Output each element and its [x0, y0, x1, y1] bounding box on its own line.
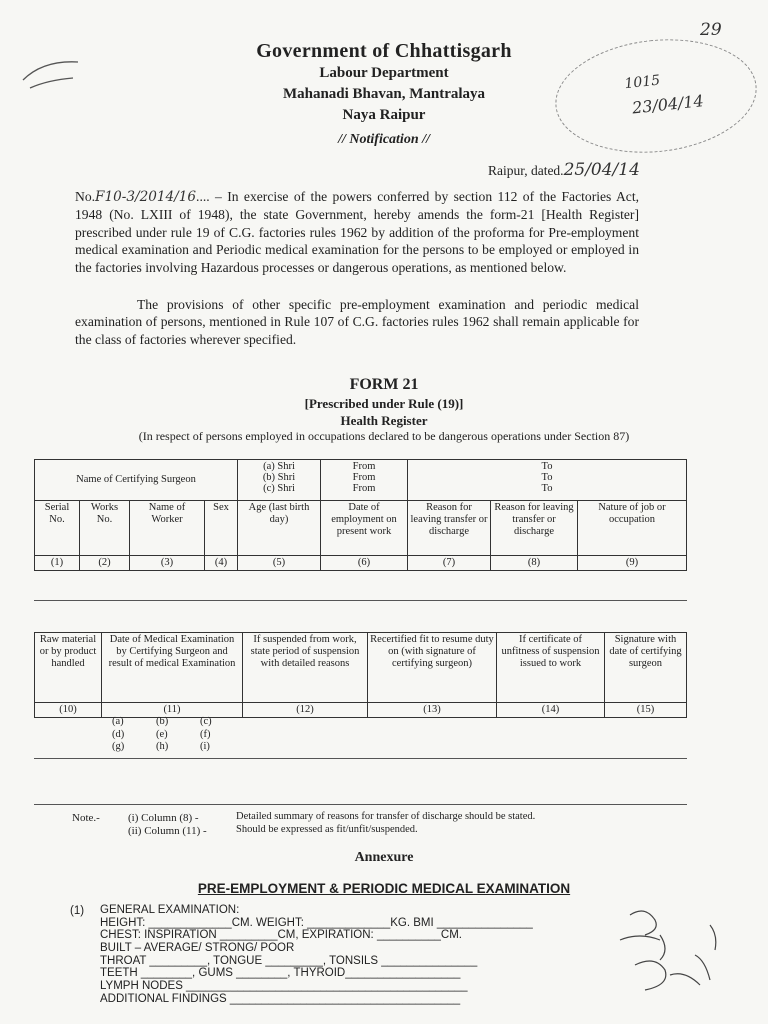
header-signature: Signature with date of certifying surgeon: [605, 633, 687, 703]
subitem-h: (h): [156, 741, 169, 752]
subitem-f: (f): [200, 728, 211, 740]
field-throat: THROAT _________, TONGUE _________, TONSILS _______________: [100, 955, 478, 967]
subitem-g: (g): [112, 741, 125, 752]
certifying-surgeon-cell: [35, 460, 238, 501]
note-1-text: Detailed summary of reasons for transfer of discharge should be stated.: [236, 811, 536, 822]
col-number: (5): [238, 556, 321, 571]
col-number: (2): [80, 556, 130, 571]
table-row: [35, 501, 687, 556]
header-serial: Serial No.: [35, 501, 80, 556]
health-register-table-2: [34, 632, 687, 718]
header-nature: Nature of job or occupation: [578, 501, 687, 556]
certifying-surgeon-label: Name of Certifying Surgeon: [76, 474, 196, 485]
shri-b: (b) Shri: [262, 472, 296, 483]
shri-cell: [238, 460, 321, 501]
field-additional: ADDITIONAL FINDINGS ____________________________________: [100, 993, 461, 1005]
col-number: (1): [35, 556, 80, 571]
table-row: [35, 633, 687, 703]
divider-line: [34, 758, 687, 759]
section-number: (1): [70, 905, 85, 917]
health-register-table-1: [34, 459, 687, 571]
col-number: (6): [321, 556, 408, 571]
dated-line: [488, 160, 640, 180]
col-number: (4): [205, 556, 238, 571]
header-suspended: If suspended from work, state period of suspension with detailed reasons: [243, 633, 368, 703]
divider-line: [34, 804, 687, 805]
table-row: [35, 556, 687, 571]
col-number: (11): [102, 703, 243, 718]
field-teeth: TEETH ________, GUMS ________, THYROID__________________: [100, 967, 461, 979]
from-3: From: [352, 483, 376, 494]
government-title: Government of Chhattisgarh: [256, 40, 512, 62]
col-number: (10): [35, 703, 102, 718]
note-2-col: (ii) Column (11) -: [128, 825, 207, 837]
to-2: To: [541, 472, 553, 483]
subitem-i: (i): [200, 741, 210, 752]
notice-paragraph-2: The provisions of other specific pre-employment examination and periodic medical examination of persons, mentioned in Rule 107 of C.G. factories rules 1962 shall remain applicable for the class of factories wherever specified.: [75, 297, 639, 347]
col-number: (12): [243, 703, 368, 718]
table-row: [35, 460, 687, 501]
note-1-col: (i) Column (8) -: [128, 812, 199, 824]
address-line-1: Mahanadi Bhavan, Mantralaya: [282, 86, 486, 102]
col-number: (8): [491, 556, 578, 571]
notice-number-prefix: No.: [75, 189, 96, 204]
header-unfitness: If certificate of unfitness of suspension issued to work: [497, 633, 605, 703]
subitem-d: (d): [112, 728, 125, 740]
header-works: Works No.: [80, 501, 130, 556]
shri-c: (c) Shri: [263, 483, 295, 494]
section-title: GENERAL EXAMINATION:: [100, 904, 240, 916]
notice-text-1: .... – In exercise of the powers conferred by section 112 of the Factories Act, 1948 (No. LXIII of 1948), the state Government, hereby amends the form-21 [Health Register] prescribed under rule 19 of C.G. factories rules 1962 by addition of the proforma for Pre-employment medical examination and Periodic medical examination for the persons to be employed or employed in the factories involving Hazardous processes or dangerous operations, as mentioned below.: [75, 189, 639, 275]
header-age: Age (last birth day): [238, 501, 321, 556]
subitem-row: [112, 741, 212, 754]
field-height-weight: HEIGHT: _____________CM. WEIGHT: _____________KG. BMI _______________: [100, 917, 533, 929]
note-label: Note.-: [72, 812, 100, 824]
header-name: Name of Worker: [130, 501, 205, 556]
to-1: To: [541, 461, 553, 472]
header-recertified: Recertified fit to resume duty on (with signature of certifying surgeon): [368, 633, 497, 703]
field-built: BUILT – AVERAGE/ STRONG/ POOR: [100, 942, 295, 954]
annexure-heading: PRE-EMPLOYMENT & PERIODIC MEDICAL EXAMINATION: [197, 881, 571, 896]
dated-value: 25/04/14: [563, 160, 640, 180]
header-date-employment: Date of employment on present work: [321, 501, 408, 556]
form-prescribed: [Prescribed under Rule (19)]: [304, 396, 464, 411]
shri-a: (a) Shri: [263, 461, 295, 472]
subitem-e: (e): [156, 728, 168, 740]
col-number: (15): [605, 703, 687, 718]
stamp-number: 1015: [623, 72, 661, 93]
field-lymph: LYMPH NODES ____________________________________________: [100, 980, 468, 992]
subitems-grid: [112, 716, 212, 754]
notice-number: F10-3/2014/16: [95, 189, 197, 205]
header-sex: Sex: [205, 501, 238, 556]
from-2: From: [352, 472, 376, 483]
dated-label: Raipur, dated.: [488, 163, 564, 178]
header-reason-8: Reason for leaving transfer or discharge: [491, 501, 578, 556]
header-medical-exam: Date of Medical Examination by Certifying Surgeon and result of medical Examination: [102, 633, 243, 703]
col-number: (3): [130, 556, 205, 571]
field-chest: CHEST: INSPIRATION _________CM, EXPIRATION: __________CM.: [100, 929, 462, 941]
annexure-title: Annexure: [354, 850, 414, 865]
note-2-text: Should be expressed as fit/unfit/suspended.: [236, 824, 418, 835]
department: Labour Department: [319, 65, 449, 81]
address-line-2: Naya Raipur: [342, 107, 426, 123]
form-title: FORM 21: [349, 376, 419, 393]
subitem-a: (a): [112, 716, 124, 727]
to-cell: [408, 460, 687, 501]
subitem-b: (b): [156, 716, 169, 727]
subitem-row: [112, 729, 212, 742]
header-reason-7: Reason for leaving transfer or discharge: [408, 501, 491, 556]
subitem-c: (c): [200, 716, 212, 727]
to-3: To: [541, 483, 553, 494]
subitem-row: [112, 716, 212, 729]
col-number: (14): [497, 703, 605, 718]
header-raw-material: Raw material or by product handled: [35, 633, 102, 703]
page-number: 29: [700, 20, 722, 40]
form-register: Health Register: [340, 413, 428, 428]
form-respect: (In respect of persons employed in occupations declared to be dangerous operations under Section 87): [138, 429, 630, 443]
stamp-date: 23/04/14: [631, 91, 705, 118]
notice-paragraph-1: [75, 188, 639, 276]
handwritten-signature: [600, 895, 750, 1010]
from-cell: [321, 460, 408, 501]
from-1: From: [352, 461, 376, 472]
col-number: (13): [368, 703, 497, 718]
col-number: (7): [408, 556, 491, 571]
col-number: (9): [578, 556, 687, 571]
notification-label: // Notification //: [338, 132, 430, 147]
divider-line: [34, 600, 687, 601]
